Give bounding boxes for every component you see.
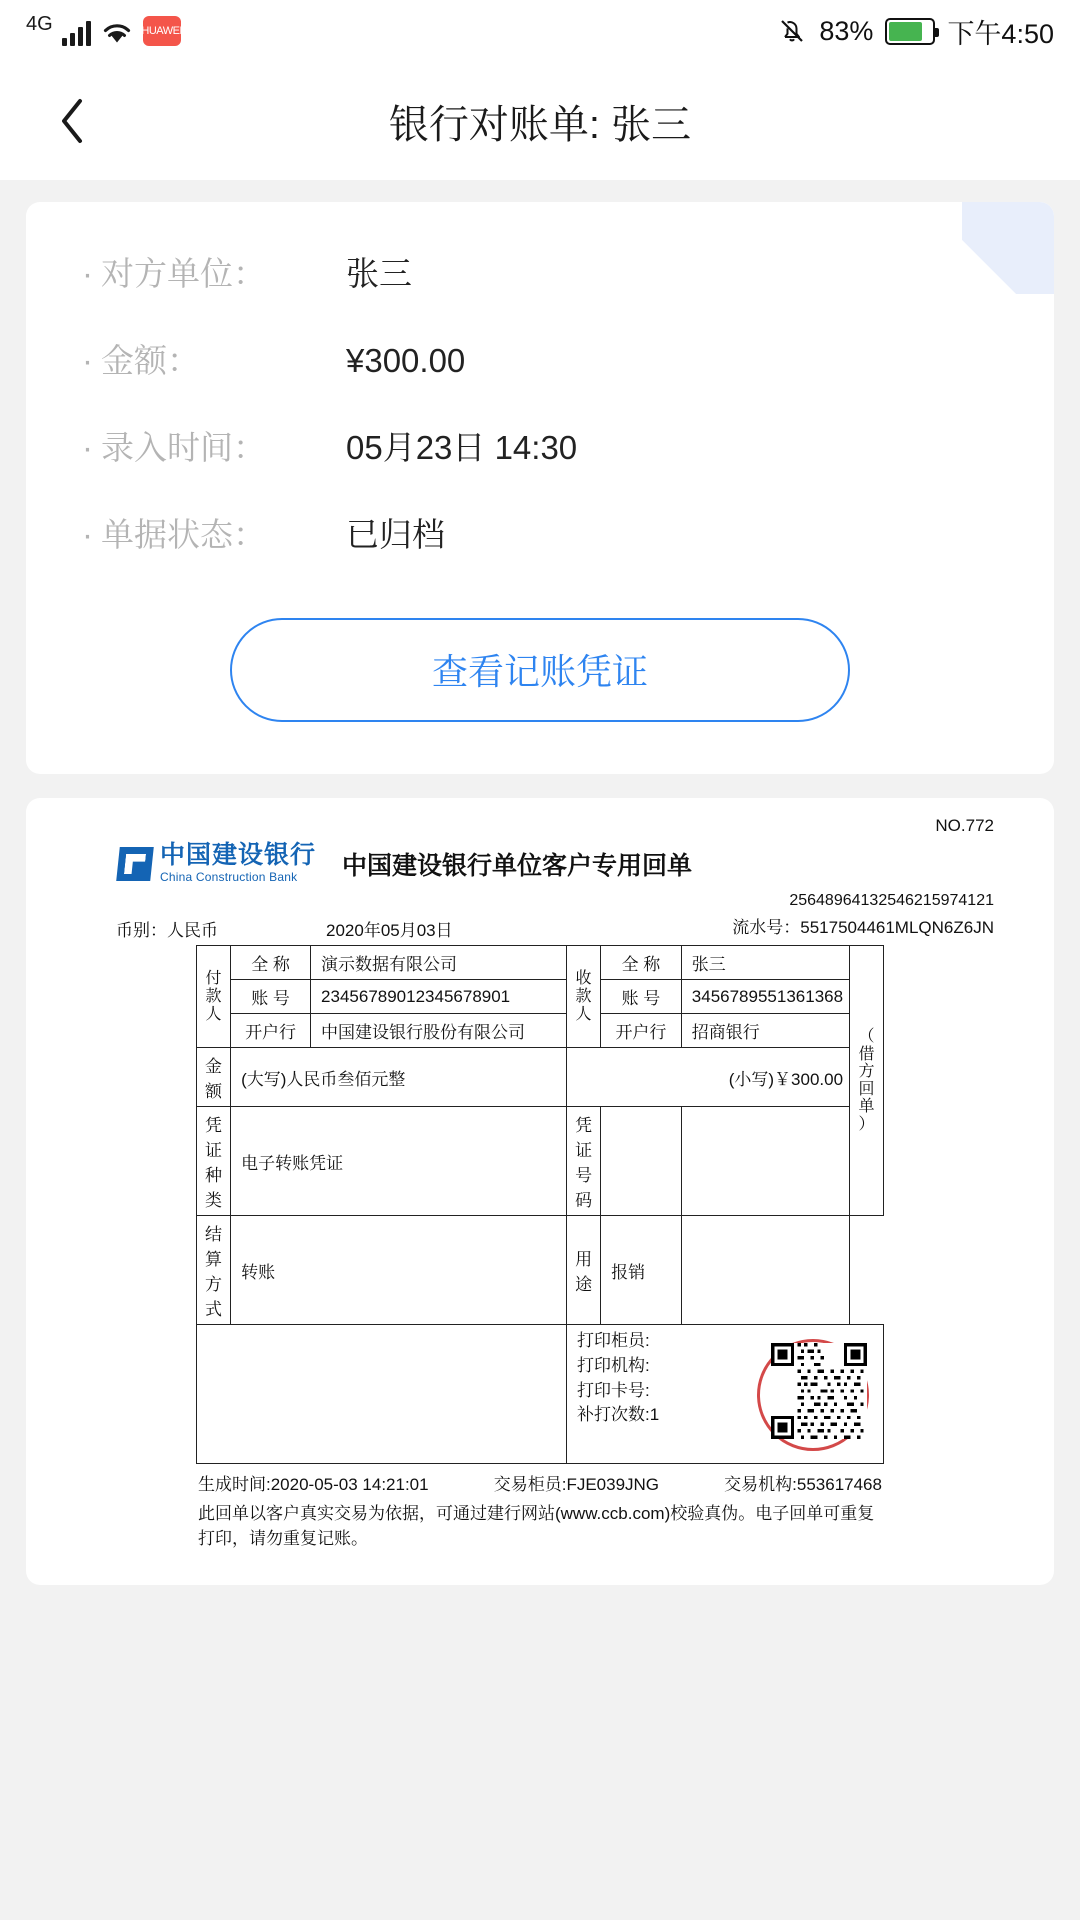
receipt-title: 中国建设银行单位客户专用回单	[342, 852, 693, 881]
card-corner-fold-decoration	[962, 202, 1054, 294]
bank-receipt-card[interactable]	[26, 798, 1054, 1585]
info-label-text: 对方单位：	[101, 255, 266, 292]
settle-method-value: 转账	[231, 1216, 567, 1325]
receipt-date: 2020年05月03日	[326, 921, 453, 941]
content-area	[0, 180, 1080, 1585]
table-row	[197, 1107, 884, 1216]
payer-branch: 中国建设银行股份有限公司	[311, 1014, 567, 1048]
receipt-table	[196, 945, 884, 1464]
receipt-serial-value: 5517504461MLQN6Z6JN	[800, 918, 994, 938]
bank-receipt-image	[56, 816, 1024, 1549]
voucher-code-value	[601, 1107, 682, 1216]
statement-info-card	[26, 202, 1054, 774]
info-label: · 对方单位：	[82, 255, 266, 292]
payer-name: 演示数据有限公司	[311, 946, 567, 980]
qr-code-icon	[771, 1343, 867, 1439]
label-full-name: 全 称	[601, 946, 682, 980]
receipt-serial-top: 25648964132546215974121	[789, 892, 994, 910]
info-label: · 录入时间：	[82, 429, 266, 466]
print-count-line: 补打次数:1	[577, 1405, 660, 1425]
chevron-left-icon	[59, 97, 85, 145]
back-button[interactable]	[42, 86, 102, 156]
info-label-text: 金额：	[101, 342, 200, 379]
label-voucher-type: 凭证种类	[197, 1107, 231, 1216]
receipt-meta-row	[56, 912, 1024, 943]
receipt-disclaimer: 此回单以客户真实交易为依据，可通过建行网站(www.ccb.com)校验真伪。电子回单可重复打印，请勿重复记账。	[198, 1504, 875, 1549]
print-institution-line: 打印机构:	[577, 1355, 650, 1375]
payee-side-label: 收 款 人	[567, 946, 601, 1048]
table-row	[197, 980, 884, 1014]
signal-bars-icon	[62, 18, 91, 46]
info-row	[26, 422, 1054, 469]
view-voucher-button[interactable]: 查看记账凭证	[230, 618, 850, 722]
label-usage: 用 途	[567, 1216, 601, 1325]
wifi-icon	[100, 18, 134, 46]
receipt-serial-label: 流水号：	[732, 918, 801, 938]
info-value: 05月23日 14:30	[346, 429, 578, 466]
label-bank-branch: 开户行	[231, 1014, 311, 1048]
table-row	[197, 1216, 884, 1325]
print-teller-line: 打印柜员:	[577, 1331, 650, 1351]
print-card-line: 打印卡号:	[577, 1380, 650, 1400]
status-bar-left	[26, 13, 182, 46]
info-row	[26, 248, 1054, 295]
info-value: ¥300.00	[346, 342, 466, 379]
payer-account: 23456789012345678901	[311, 980, 567, 1014]
label-full-name: 全 称	[231, 946, 311, 980]
label-account-no: 账 号	[231, 980, 311, 1014]
table-row	[197, 1014, 884, 1048]
receipt-number: NO.772	[935, 816, 994, 835]
table-row	[197, 946, 884, 980]
voucher-type-value: 电子转账凭证	[231, 1107, 567, 1216]
receipt-currency: 币别：人民币	[116, 921, 218, 941]
status-badge: 已归档	[346, 516, 445, 553]
info-label-text: 录入时间：	[101, 429, 266, 466]
table-row	[197, 1048, 884, 1107]
stamp-area-inner	[573, 1329, 877, 1459]
generated-time: 生成时间:2020-05-03 14:21:01	[198, 1475, 429, 1495]
payer-side-label: 付 款 人	[197, 946, 231, 1048]
amount-in-digits: (小写)￥300.00	[567, 1048, 850, 1107]
payee-branch: 招商银行	[681, 1014, 849, 1048]
label-bank-branch: 开户行	[601, 1014, 682, 1048]
label-amount: 金 额	[197, 1048, 231, 1107]
info-row	[26, 335, 1054, 382]
table-row	[197, 1325, 884, 1464]
status-bar-right	[777, 12, 1054, 51]
receipt-stamp-area	[567, 1325, 884, 1464]
battery-percent-label: 83%	[819, 15, 874, 46]
info-row	[26, 509, 1054, 556]
status-bar	[0, 0, 1080, 62]
transaction-institution: 交易机构:553617468	[724, 1475, 882, 1495]
transaction-teller: 交易柜员:FJE039JNG	[493, 1475, 660, 1495]
usage-value: 报销	[601, 1216, 682, 1325]
info-value: 张三	[346, 255, 412, 292]
nav-bar	[0, 62, 1080, 180]
label-voucher-code: 凭证号码	[567, 1107, 601, 1216]
label-account-no: 账 号	[601, 980, 682, 1014]
receipt-serial	[732, 916, 994, 941]
info-label-text: 单据状态：	[101, 516, 266, 553]
payee-name: 张三	[681, 946, 849, 980]
battery-icon	[885, 18, 935, 45]
receipt-side-label: （ 借 方 回 单 ）	[850, 946, 884, 1216]
label-settle-method: 结算方式	[197, 1216, 231, 1325]
ccb-logo-icon	[116, 847, 154, 881]
bank-name-cn: 中国建设银行	[160, 841, 317, 869]
receipt-footer-row	[196, 1470, 884, 1495]
payee-account: 3456789551361368	[681, 980, 849, 1014]
clock-label: 下午4:50	[947, 18, 1054, 49]
receipt-blank-area	[197, 1325, 567, 1464]
receipt-header	[56, 816, 1024, 892]
network-type-label: 4G	[26, 13, 53, 35]
info-label: · 金额：	[82, 342, 200, 379]
page-title: 银行对账单: 张三	[388, 102, 692, 147]
receipt-footer	[196, 1470, 884, 1549]
info-label: · 单据状态：	[82, 516, 266, 553]
amount-in-words: (大写)人民币叁佰元整	[231, 1048, 567, 1107]
ccb-logo	[118, 842, 316, 886]
carrier-badge-icon: HUAWEI	[143, 16, 181, 46]
bank-name-en: China Construction Bank	[160, 870, 298, 885]
mute-bell-icon	[777, 16, 807, 46]
receipt-side-label-bottom	[681, 1216, 849, 1325]
